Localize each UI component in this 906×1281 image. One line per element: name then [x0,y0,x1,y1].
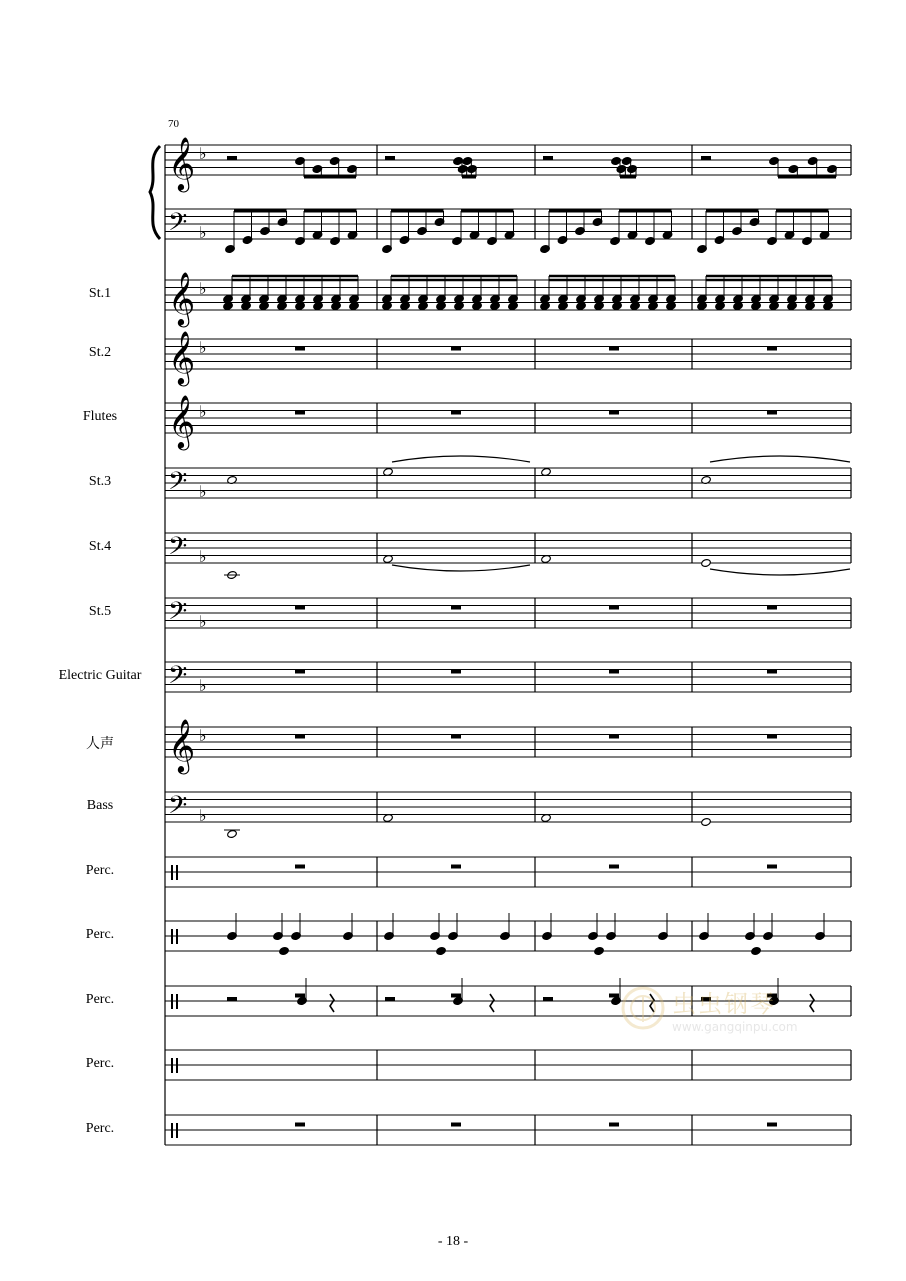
whole-rest-icon [295,347,305,351]
whole-rest-icon [295,606,305,610]
whole-rest-icon [295,994,305,998]
flat-icon: ♭ [199,338,207,357]
watermark-title: 虫虫钢琴 [672,990,776,1018]
flat-icon: ♭ [199,223,207,242]
watermark-logo-icon [620,982,666,1038]
staff-label: Perc. [85,992,115,1007]
flat-icon: ♭ [199,676,207,695]
whole-rest-icon [609,865,619,869]
flat-icon: ♭ [199,612,207,631]
bass-clef-icon: 𝄢 [168,791,188,826]
quarter-rest-icon [490,994,494,1012]
percussion-clef-icon [171,865,173,880]
page-number: - 18 - [437,1234,469,1249]
staff-label: St.1 [88,286,112,301]
whole-rest-icon [451,606,461,610]
whole-rest-icon [295,1123,305,1127]
bass-clef-icon: 𝄢 [168,467,188,502]
percussion-clef-icon [176,1058,178,1073]
treble-clef-icon: 𝄞 [168,718,196,772]
quarter-rest-icon [330,994,334,1012]
half-rest-icon [385,156,395,160]
note-head [279,946,290,955]
whole-rest-icon [451,735,461,739]
staff-label: St.5 [88,604,112,619]
whole-rest-icon [767,606,777,610]
whole-rest-icon [609,411,619,415]
half-rest-icon [543,156,553,160]
bass-clef-icon: 𝄢 [168,597,188,632]
whole-rest-icon [451,994,461,998]
whole-rest-icon [767,865,777,869]
whole-rest-icon [609,606,619,610]
staff-label: St.3 [88,474,112,489]
treble-clef-icon: 𝄞 [168,330,196,384]
note-head [436,946,447,955]
whole-rest-icon [609,735,619,739]
whole-rest-icon [767,670,777,674]
staff-label: 人声 [86,737,114,752]
whole-rest-icon [295,865,305,869]
whole-rest-icon [609,1123,619,1127]
tie [710,569,850,575]
flat-icon: ♭ [199,279,207,298]
whole-rest-icon [451,1123,461,1127]
whole-rest-icon [767,1123,777,1127]
whole-rest-icon [451,865,461,869]
tie [710,456,850,462]
percussion-clef-icon [171,1123,173,1138]
whole-rest-icon [609,670,619,674]
watermark [620,982,830,1044]
whole-rest-icon [451,670,461,674]
treble-clef-icon: 𝄞 [168,136,196,190]
half-rest-icon [385,997,395,1001]
percussion-clef-icon [171,929,173,944]
whole-rest-icon [609,347,619,351]
half-rest-icon [227,156,237,160]
treble-clef-icon: 𝄞 [168,394,196,448]
tie [392,565,530,571]
whole-rest-icon [295,735,305,739]
percussion-clef-icon [176,865,178,880]
bass-clef-icon: 𝄢 [168,661,188,696]
flat-icon: ♭ [199,806,207,825]
flat-icon: ♭ [199,482,207,501]
percussion-clef-icon [176,929,178,944]
percussion-clef-icon [171,1058,173,1073]
staff-label: St.4 [88,539,112,554]
staff-label: Perc. [85,1056,115,1071]
whole-rest-icon [451,347,461,351]
whole-note [701,558,712,567]
staff-label: Perc. [85,927,115,942]
flat-icon: ♭ [199,547,207,566]
staff-label: St.2 [88,345,112,360]
flat-icon: ♭ [199,726,207,745]
whole-rest-icon [295,670,305,674]
flat-icon: ♭ [199,402,207,421]
whole-note [701,817,712,826]
brace-icon [150,146,160,239]
whole-rest-icon [609,994,619,998]
percussion-clef-icon [176,1123,178,1138]
half-rest-icon [227,997,237,1001]
bass-clef-icon: 𝄢 [168,208,188,243]
whole-rest-icon [767,735,777,739]
bass-clef-icon: 𝄢 [168,532,188,567]
whole-rest-icon [295,411,305,415]
whole-note [227,829,238,838]
whole-rest-icon [767,347,777,351]
tie [392,456,530,462]
staff-label: Perc. [85,863,115,878]
watermark-url: www.gangqinpu.com [672,1020,798,1034]
staff-label: Electric Guitar [58,668,142,683]
percussion-clef-icon [176,994,178,1009]
whole-rest-icon [451,411,461,415]
half-rest-icon [543,997,553,1001]
whole-rest-icon [767,411,777,415]
flat-icon: ♭ [199,144,207,163]
measure-number: 70 [168,118,179,130]
percussion-clef-icon [171,994,173,1009]
treble-clef-icon: 𝄞 [168,271,196,325]
note-head [751,946,762,955]
staff-label: Bass [86,798,114,813]
staff-label: Perc. [85,1121,115,1136]
note-head [594,946,605,955]
staff-label: Flutes [82,409,118,424]
half-rest-icon [701,156,711,160]
